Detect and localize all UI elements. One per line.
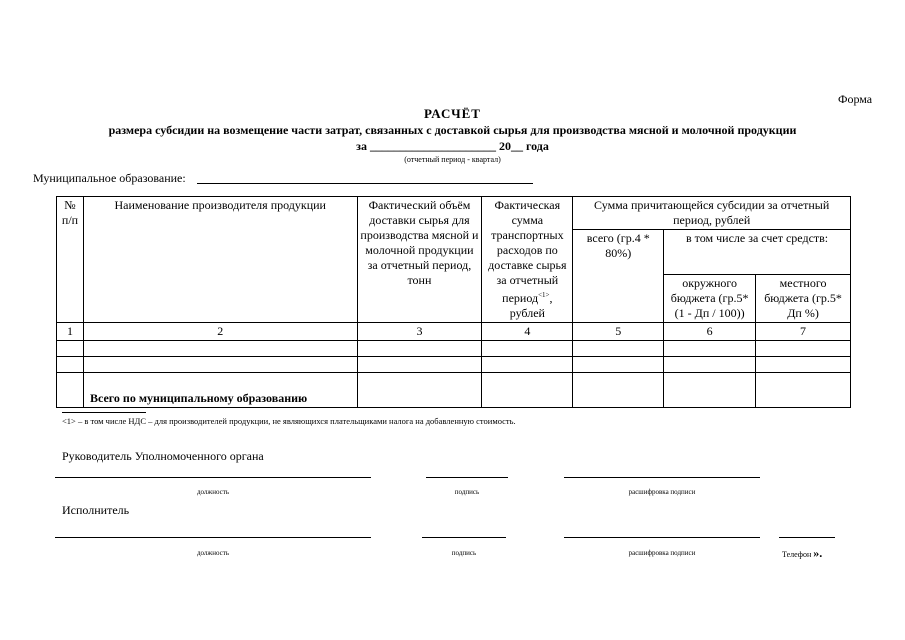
caption-decode: расшифровка подписи bbox=[628, 549, 696, 557]
document-title: РАСЧЁТ bbox=[424, 106, 481, 121]
table-cell[interactable] bbox=[482, 373, 573, 408]
executor-decode-line[interactable] bbox=[564, 537, 760, 538]
caption-decode: расшифровка подписи bbox=[628, 488, 696, 496]
document-subtitle: размера субсидии на возмещение части затрат, связанных с доставкой сырья для производства мясной и молочной продукции bbox=[108, 123, 797, 137]
total-row bbox=[57, 373, 851, 408]
header-transport bbox=[482, 197, 573, 323]
executor-position-line[interactable] bbox=[55, 537, 371, 538]
municipality-field[interactable] bbox=[197, 183, 533, 184]
municipality-label: Муниципальное образование: bbox=[33, 171, 186, 185]
col-number: 5 bbox=[573, 323, 664, 341]
table-cell[interactable] bbox=[57, 341, 84, 357]
total-label: Всего по муниципальному образованию bbox=[83, 373, 357, 408]
table-cell[interactable] bbox=[482, 341, 573, 357]
phone-label: Телефон bbox=[782, 550, 812, 559]
head-decode-line[interactable] bbox=[564, 477, 760, 478]
table-cell[interactable] bbox=[664, 373, 756, 408]
phone-caption bbox=[782, 546, 822, 561]
header-including: в том числе за счет средств: bbox=[664, 230, 851, 275]
subsidy-table bbox=[56, 196, 851, 408]
column-numbers-row bbox=[57, 323, 851, 341]
table-cell[interactable] bbox=[357, 357, 482, 373]
table-cell[interactable] bbox=[756, 357, 851, 373]
period-line: за _____________________ 20__ года bbox=[356, 139, 549, 153]
table-cell[interactable] bbox=[664, 341, 756, 357]
header-district-budget: окружного бюджета (гр.5*(1 - Дп / 100)) bbox=[664, 275, 756, 323]
footnote-ref: <1> bbox=[538, 291, 550, 299]
table-cell[interactable] bbox=[664, 357, 756, 373]
executor-signature-line[interactable] bbox=[422, 537, 506, 538]
col-number: 4 bbox=[482, 323, 573, 341]
table-cell[interactable] bbox=[83, 341, 357, 357]
header-num: № п/п bbox=[57, 197, 84, 323]
header-transport-text: Фактическая сумма транспортных расходов по доставке сырья за отчетный период bbox=[488, 198, 567, 305]
header-total: всего (гр.4 * 80%) bbox=[573, 230, 664, 323]
col-number: 1 bbox=[57, 323, 84, 341]
caption-position: должность bbox=[196, 488, 230, 496]
table-cell[interactable] bbox=[756, 341, 851, 357]
head-signature-line[interactable] bbox=[426, 477, 508, 478]
phone-tail: ». bbox=[813, 546, 823, 560]
table-cell[interactable] bbox=[573, 341, 664, 357]
table-row bbox=[57, 357, 851, 373]
col-number: 6 bbox=[664, 323, 756, 341]
footnote-divider bbox=[62, 412, 146, 413]
header-transport-tail: , рублей bbox=[509, 291, 553, 320]
header-subsidy: Сумма причитающейся субсидии за отчетный период, рублей bbox=[573, 197, 851, 230]
header-volume: Фактический объём доставки сырья для производства мясной и молочной продукции за отчетный период, тонн bbox=[357, 197, 482, 323]
footnote: <1> – в том числе НДС – для производителей продукции, не являющихся плательщиками налога на добавленную стоимость. bbox=[62, 416, 516, 426]
head-position-line[interactable] bbox=[55, 477, 371, 478]
phone-line[interactable] bbox=[779, 537, 835, 538]
caption-signature: подпись bbox=[451, 549, 477, 557]
col-number: 3 bbox=[357, 323, 482, 341]
table-row bbox=[57, 341, 851, 357]
header-name: Наименование производителя продукции bbox=[83, 197, 357, 323]
caption-signature: подпись bbox=[454, 488, 480, 496]
table-cell[interactable] bbox=[482, 357, 573, 373]
period-caption: (отчетный период - квартал) bbox=[404, 155, 501, 164]
table-cell[interactable] bbox=[357, 341, 482, 357]
col-number: 2 bbox=[83, 323, 357, 341]
form-label: Форма bbox=[838, 92, 873, 106]
table-cell[interactable] bbox=[756, 373, 851, 408]
executor-title: Исполнитель bbox=[62, 503, 130, 517]
table-cell[interactable] bbox=[83, 357, 357, 373]
table-cell[interactable] bbox=[573, 373, 664, 408]
table-cell[interactable] bbox=[573, 357, 664, 373]
table-cell[interactable] bbox=[57, 357, 84, 373]
col-number: 7 bbox=[756, 323, 851, 341]
header-local-budget: местного бюджета (гр.5* Дп %) bbox=[756, 275, 851, 323]
caption-position: должность bbox=[196, 549, 230, 557]
table-cell bbox=[57, 373, 84, 408]
head-title: Руководитель Уполномоченного органа bbox=[62, 449, 264, 463]
table-cell[interactable] bbox=[357, 373, 482, 408]
